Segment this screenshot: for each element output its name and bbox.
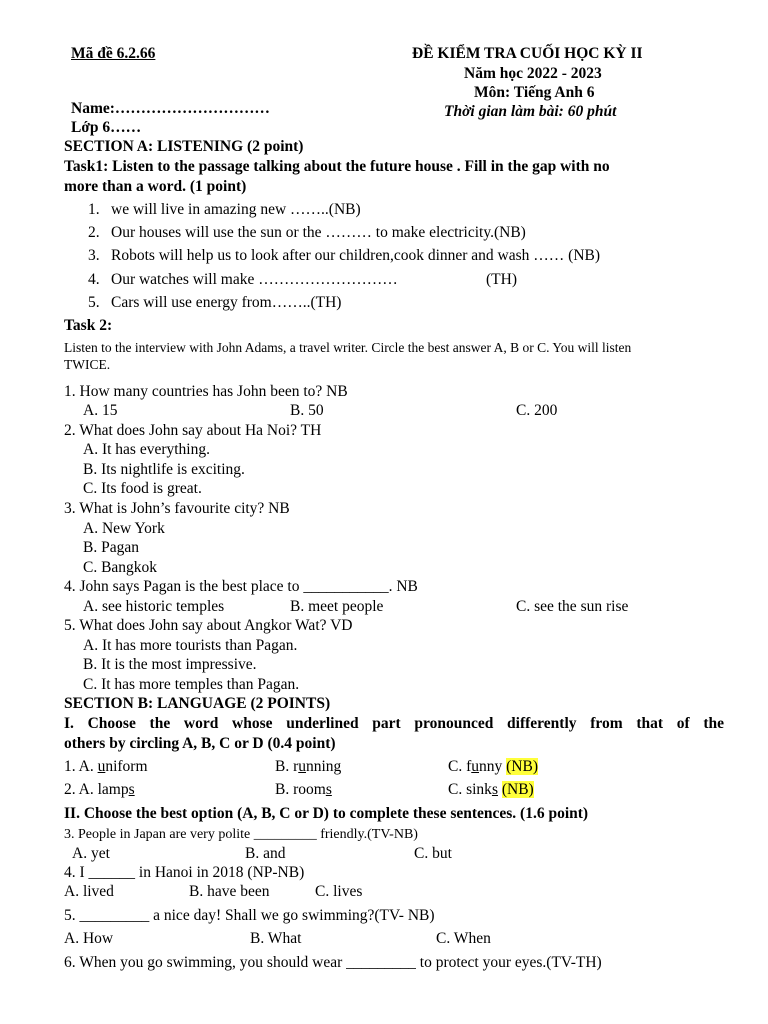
option-c: C. but — [414, 845, 452, 862]
option-a: A. see historic temples — [83, 598, 225, 615]
school-year: Năm học 2022 - 2023 — [464, 65, 602, 82]
section-a-title: SECTION A: LISTENING (2 point) — [64, 138, 304, 155]
task1-item-num: 4. — [88, 271, 100, 288]
task2-instruction-2: TWICE. — [64, 357, 111, 372]
option-b: B. Its nightlife is exciting. — [83, 461, 245, 478]
option-a: A. It has everything. — [83, 441, 210, 458]
option-b: B. meet people — [290, 598, 384, 615]
task1-item-text: Our watches will make ……………………… — [111, 271, 398, 288]
task1-item-num: 1. — [88, 201, 100, 218]
pron-q1: 1. A. uniform — [64, 758, 148, 775]
option-a: A. lived — [64, 883, 114, 900]
task1-instruction-1: Task1: Listen to the passage talking about the future house . Fill in the gap with no — [64, 158, 610, 175]
class-line: Lớp 6…… — [71, 119, 142, 136]
pron-q1-option-c: C. funny (NB) — [448, 758, 538, 775]
question: 5. What does John say about Angkor Wat? VD — [64, 617, 353, 634]
pron-q2-option-c: C. sinks (NB) — [448, 781, 534, 798]
option-c: C. When — [436, 930, 491, 947]
option-c: C. Bangkok — [83, 559, 158, 576]
task1-item-text: Cars will use energy from……..(TH) — [111, 294, 342, 311]
subject: Môn: Tiếng Anh 6 — [474, 84, 595, 101]
option-b: B. have been — [189, 883, 270, 900]
option-a: A. How — [64, 930, 114, 947]
option-c: C. 200 — [516, 402, 558, 419]
question: 4. John says Pagan is the best place to ___________. NB — [64, 578, 418, 595]
task1-item-text: Robots will help us to look after our children,cook dinner and wash …… (NB) — [111, 247, 601, 264]
time-limit: Thời gian làm bài: 60 phút — [444, 103, 617, 120]
part2-instruction: II. Choose the best option (A, B, C or D) to complete these sentences. (1.6 point) — [64, 805, 589, 822]
question: 6. When you go swimming, you should wear _________ to protect your eyes.(TV-TH) — [64, 954, 602, 971]
question: 3. People in Japan are very polite _________ friendly.(TV-NB) — [64, 827, 418, 842]
option-b: B. 50 — [290, 402, 324, 419]
question: 2. What does John say about Ha Noi? TH — [64, 422, 322, 439]
option-a: A. 15 — [83, 402, 118, 419]
option-c: C. Its food is great. — [83, 480, 202, 497]
option-c: C. see the sun rise — [516, 598, 629, 615]
option-b: B. What — [250, 930, 302, 947]
question: 1. How many countries has John been to? NB — [64, 383, 348, 400]
question: 5. _________ a nice day! Shall we go swimming?(TV- NB) — [64, 907, 435, 924]
option-a: A. New York — [83, 520, 165, 537]
nb-tag: (NB) — [506, 758, 538, 775]
task1-item-num: 2. — [88, 224, 100, 241]
nb-tag: (NB) — [501, 781, 534, 798]
task1-item-text: we will live in amazing new ……..(NB) — [111, 201, 361, 218]
question: 3. What is John’s favourite city? NB — [64, 500, 290, 517]
exam-title: ĐỀ KIỂM TRA CUỐI HỌC KỲ II — [412, 45, 643, 62]
task1-item-tag: (TH) — [486, 271, 517, 288]
task1-item-num: 5. — [88, 294, 100, 311]
option-b: B. It is the most impressive. — [83, 656, 257, 673]
section-b-title: SECTION B: LANGUAGE (2 POINTS) — [64, 695, 331, 712]
task1-instruction-2: more than a word. (1 point) — [64, 178, 247, 195]
name-line: Name:………………………… — [71, 100, 270, 117]
question: 4. I ______ in Hanoi in 2018 (NP-NB) — [64, 864, 305, 881]
option-c: C. lives — [315, 883, 363, 900]
exam-code: Mã đề 6.2.66 — [71, 45, 156, 62]
pron-q2: 2. A. lamps — [64, 781, 135, 798]
option-b: B. and — [245, 845, 286, 862]
task1-item-text: Our houses will use the sun or the ……… to make electricity.(NB) — [111, 224, 526, 241]
part1-instruction-2: others by circling A, B, C or D (0.4 point) — [64, 735, 336, 752]
option-b: B. Pagan — [83, 539, 139, 556]
pron-q2-option-b: B. rooms — [275, 781, 332, 798]
pron-q1-option-b: B. running — [275, 758, 342, 775]
option-a: A. It has more tourists than Pagan. — [83, 637, 298, 654]
task2-title: Task 2: — [64, 317, 113, 334]
part1-instruction-1: I. Choose the word whose underlined part pronounced differently from that of the — [64, 715, 724, 732]
option-c: C. It has more temples than Pagan. — [83, 676, 300, 693]
task2-instruction-1: Listen to the interview with John Adams, a travel writer. Circle the best answer A, B or C. You will listen — [64, 340, 632, 355]
option-a: A. yet — [72, 845, 110, 862]
task1-item-num: 3. — [88, 247, 100, 264]
